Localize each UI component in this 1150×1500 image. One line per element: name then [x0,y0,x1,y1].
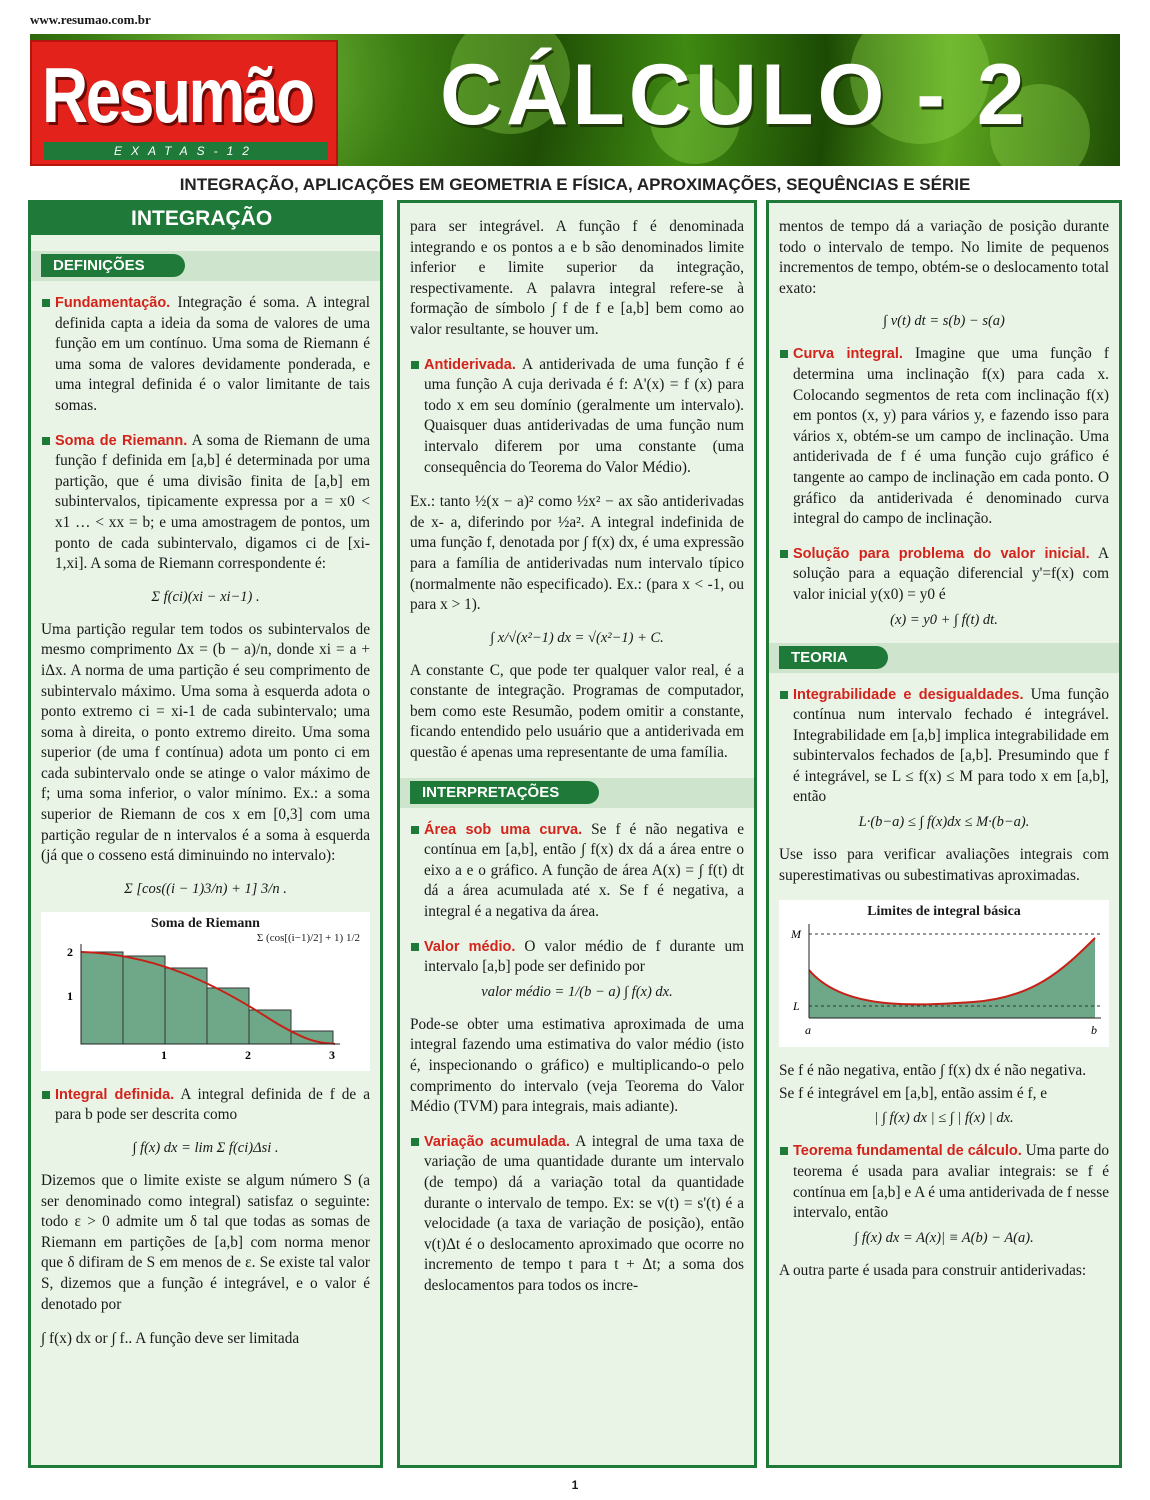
kw-teorema: Teorema fundamental de cálculo. [793,1143,1022,1160]
riemann-bar-3 [165,968,207,1044]
formula-deslocamento: ∫ v(t) dt = s(b) − s(a) [883,313,1005,330]
text-integral-definida: A integral definida de f de a para b pode ser descrita como [55,1085,370,1124]
text-curva-integral: Imagine que uma função f determina uma inclinação f(x) para cada x. Colocando segmentos de reta com inclinação f(x) em pontos (x, y) para vários y, e fazendo isso para vários x, obtém-se um campo de inclinação. Uma antiderivada de f é uma função cujo gráfico é tangente ao campo de inclinação em cada ponto. O gráfico da antiderivada é denominado curva integral do campo de inclinação. [793,345,1109,528]
figure-riemann-formula: Σ (cos[(i−1)/2] + 1) 1/2 [256,931,360,944]
subsection-bar-definicoes [31,251,380,281]
kw-valor-medio: Valor médio. [424,938,516,955]
riemann-bar-6 [291,1031,333,1044]
text-variacao: A integral de uma taxa de variação de uma quantidade durante um intervalo (de tempo) dá a variação total da quantidade durante o intervalo de tempo. Ex: se v(t) = s'(t) é a velocidade (a taxa de variação de posição), então v(t)Δt é o deslocamento aproximado que ocorre no incremento de tempo t para t + Δt; a soma dos deslocamentos para todos os incre- [424,1132,745,1294]
kw-fundamentacao: Fundamentação. [55,295,171,311]
logo-word: Resumão [42,51,313,139]
kw-integral-definida: Integral definida. [55,1086,175,1103]
text-valor-medio: O valor médio de f durante um intervalo [a,b] pode ser definido por [424,937,744,976]
item-fundamentacao [41,293,370,417]
item-variacao [410,1132,744,1297]
item-integral-definida [41,1085,370,1126]
figure-limites-title: Limites de integral básica [867,904,1021,920]
x-tick-3: 3 [329,1047,335,1062]
figure-limites [779,900,1109,1047]
page-title: CÁLCULO - 2 [440,47,1029,143]
text-intro-col3: mentos de tempo dá a variação de posição durante todo o intervalo de tempo. No limite de pequenos incrementos de tempo, obtém-se o deslocamento total exato: [779,218,1109,297]
page-subtitle: INTEGRAÇÃO, APLICAÇÕES EM GEOMETRIA E FÍSICA, APROXIMAÇÕES, SEQUÊNCIAS E SÉRIE [179,175,971,194]
text-estimativa: Pode-se obter uma estimativa aproximada de uma integral fazendo uma estimativa do valor médio (isto é, inspecionando o gráfico) e multiplicando-o pelo comprimento do intervalo (veja Teorema do Valor Médio (TVM) para integrais, mais adiante). [410,1015,744,1116]
kw-soma-riemann: Soma de Riemann. [55,432,188,449]
kw-solucao: Solução para problema do valor inicial. [793,545,1090,562]
subsection-teoria: TEORIA [779,646,888,669]
limites-plot [783,920,1108,1038]
formula-integrabilidade: L·(b−a) ≤ ∫ f(x)dx ≤ M·(b−a). [858,814,1030,831]
text-teorema: Uma parte do teorema é usada para avaliar integrais: se f é contínua em [a,b] e A é uma antiderivada de f nesse intervalo, então [793,1142,1109,1222]
text-integrabilidade: Uma função contínua num intervalo fechado é integrável. Integrabilidade em [a,b] implica integrabilidade em subintervalos fechados de [a,b]. Presumindo que f é integrável, se L ≤ f(x) ≤ M para todo x em [a,b], então [793,685,1109,806]
riemann-bar-2 [123,956,165,1044]
label-a: a [805,1023,811,1038]
formula-riemann: Σ f(ci)(xi − xi−1) . [151,588,260,605]
item-area [410,820,744,923]
figure-riemann-title: Soma de Riemann [151,915,260,931]
column-1 [28,200,383,1468]
formula-cos: Σ [cos((i − 1)3/n) + 1] 3/n . [124,880,287,897]
item-teorema [779,1141,1109,1223]
formula-integral-definida: ∫ f(x) dx = lim Σ f(ci)Δsi . [132,1140,279,1157]
text-final-col1: ∫ f(x) dx or ∫ f.. A função deve ser limitada [41,1330,300,1348]
figure-riemann [41,912,370,1071]
text-use: Use isso para verificar avaliações integrais com superestimativas ou subestimativas aproximadas. [779,846,1109,884]
label-m: M [791,927,801,942]
text-outra-parte: A outra parte é usada para construir antiderivadas: [779,1261,1087,1279]
text-fundamentacao: Integração é soma. A integral definida capta a ideia da soma de valores de uma função em um contínuo. Uma soma de Riemann é uma soma de valores devidamente ponderada, e uma integral definida é o valor limitante de tais somas. [55,294,370,414]
riemann-plot [45,944,370,1062]
text-intro-col2: para ser integrável. A função f é denominada integrando e os pontos a e b são denominados limite inferior e limite superior da integração, respectivamente. A palavra integral refere-se à formação de símbolo ∫ f de f e [a,b] bem como ao valor resultante, se houver um. [410,218,744,338]
text-constante: A constante C, que pode ter qualquer valor real, é a constante de integração. Programas de computador, bem como este Resumão, podem omitir a constante, ficando entendido pelo usuário que a antiderivada em questão é apenas uma representante de uma família. [410,661,744,762]
item-integrabilidade [779,685,1109,809]
label-l: L [793,999,800,1014]
subsection-bar-teoria [769,643,1119,673]
column-3 [766,200,1122,1468]
subsection-bar-interpretacoes [400,778,754,808]
text-ex: Ex.: tanto ½(x − a)² como ½x² − ax são antiderivadas de x- a, diferindo por ½a². A integral indefinida de uma função f, denotada por ∫ f(x) dx, é uma expressão para a família de antiderivadas num intervalo típico (normalmente não especificado). Ex.: (para x < -1, ou para x > 1). [410,493,744,614]
text-antiderivada: A antiderivada de uma função f é uma função A cuja derivada é f: A'(x) = f (x) para todo x em seu domínio (geralmente um intervalo). Quaisquer duas antiderivadas de uma função num intervalo diferem por uma constante (uma consequência do Teorema do Valor Médio). [424,355,744,476]
text-integravel: Se f é integrável em [a,b], então assim é f, e [779,1084,1048,1102]
label-b: b [1091,1023,1097,1038]
section-title-integracao: INTEGRAÇÃO [31,203,380,235]
subsection-definicoes: DEFINIÇÕES [41,254,185,277]
formula-ex: ∫ x/√(x²−1) dx = √(x²−1) + C. [490,629,664,646]
text-solucao: A solução para a equação diferencial y'=f(x) com valor inicial y(x0) = y0 é [793,544,1110,603]
text-soma-riemann: A soma de Riemann de uma função f definida em [a,b] é determinada por uma partição, que é uma divisão finita de [a,b] em subintervalos, tipicamente expressa por a = x0 < x1 … < xx = b; e uma amostragem de pontos, um ponto de cada subintervalo, digamos ci de [xi-1,xi]. A soma de Riemann correspondente é: [55,431,371,573]
item-soma-riemann [41,431,370,575]
text-area: Se f é não negativa e contínua em [a,b], então ∫ f(x) dx dá a área entre o eixo a e o gráfico. A função de área A(x) = ∫ f(t) dt dá a área acumulada até x. Se f é negativa, a integral é a negativa da área. [424,820,744,921]
y-tick-2: 2 [67,944,73,959]
text-nao-negativa: Se f é não negativa, então ∫ f(x) dx é não negativa. [779,1062,1087,1080]
formula-solucao: (x) = y0 + ∫ f(t) dt. [890,611,998,628]
riemann-bar-1 [81,952,123,1044]
text-particao: Uma partição regular tem todos os subintervalos de mesmo comprimento Δx = (b − a)/n, donde xi = a + iΔx. A norma de uma partição é seu comprimento de subintervalo máximo. Uma soma à esquerda adota o ponto extremo ci = xi-1 de cada subintervalo; uma soma à direita, o ponto extremo direito. Uma soma superior (de uma f contínua) adota um ponto ci em cada subintervalo onde se atinge o valor máximo de f; uma soma inferior, o valor mínimo. Ex.: a soma superior de Riemann de cos x em [0,3] com uma partição regular de n intervalos é a soma à esquerda (já que o cosseno está diminuindo no intervalo): [41,620,370,865]
resumao-logo [30,40,338,166]
logo-subline: EXATAS-12 [44,142,328,160]
item-valor-medio [410,937,744,978]
column-2 [397,200,757,1468]
kw-antiderivada: Antiderivada. [424,356,516,373]
item-curva-integral [779,344,1109,529]
subsection-interpretacoes: INTERPRETAÇÕES [410,781,599,804]
kw-variacao: Variação acumulada. [424,1133,570,1150]
text-limite: Dizemos que o limite existe se algum número S (a ser denominado como integral) satisfaz o seguinte: todo ε > 0 admite um δ tal que todas as somas de Riemann em partições de [a,b] com norma menor que δ difiram de S em menos de ε. Se existe tal valor S, dizemos que a função é integrável, e o valor é denotado por [41,1172,370,1313]
site-url: www.resumao.com.br [30,12,151,27]
kw-integrabilidade: Integrabilidade e desigualdades. [793,686,1024,703]
item-solucao [779,544,1109,606]
formula-teorema: ∫ f(x) dx = A(x)| ≡ A(b) − A(a). [854,1229,1034,1246]
riemann-bar-4 [207,988,249,1044]
item-antiderivada [410,355,744,479]
kw-curva-integral: Curva integral. [793,346,903,363]
page-number: 1 [571,1478,579,1492]
kw-area: Área sob uma curva. [424,821,583,838]
formula-valor-medio: valor médio = 1/(b − a) ∫ f(x) dx. [481,983,673,1000]
x-tick-2: 2 [245,1047,251,1062]
x-tick-1: 1 [161,1047,167,1062]
formula-integravel: | ∫ f(x) dx | ≤ ∫ | f(x) | dx. [874,1110,1014,1127]
y-tick-1: 1 [67,988,73,1003]
